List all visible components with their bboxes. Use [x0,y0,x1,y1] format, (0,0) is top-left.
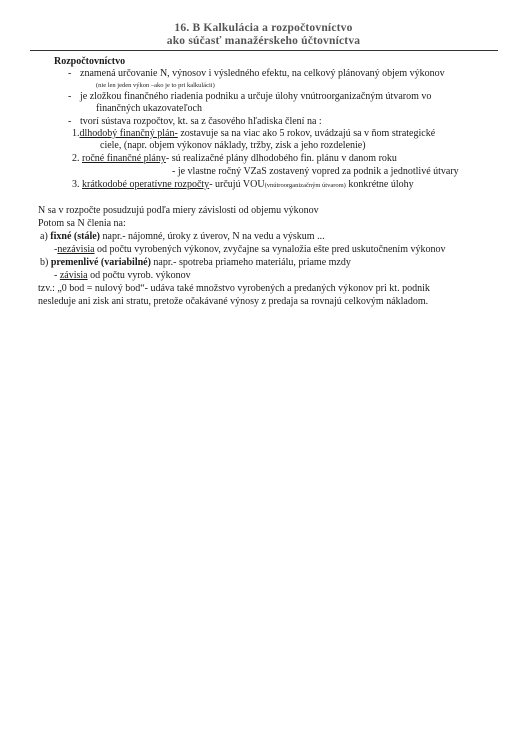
variable-desc-text: od počtu vyrob. výkonov [87,270,191,281]
title-divider [30,50,498,51]
item-1-number: 1. [72,128,80,139]
item-2-term: ročné finančné plány [82,153,166,164]
item-2-text: - sú realizačné plány dlhodobého fin. plánu v danom roku [165,153,397,164]
variable-term: premenlivé (variabilné) [50,257,151,268]
variable-label: b) [40,257,51,268]
document-title: 16. B Kalkulácia a rozpočtovníctvo [174,22,353,34]
fixed-costs [40,231,325,243]
bullet-3-dash: - [68,116,72,127]
item-3-end: konkrétne úlohy [345,179,414,190]
item-3-term: krátkodobé operatívne rozpočty [82,179,210,190]
bullet-2-dash: - [68,91,72,102]
section-heading: Rozpočtovníctvo [54,56,126,67]
item-3-text: - určujú VOU [209,179,265,190]
fixed-independent: nezávisia [57,244,95,255]
item-3-note: (vnútroorganizačným útvarom) [264,182,346,189]
fixed-dash: - [54,244,58,255]
item-1 [72,128,435,140]
item-1-term: dlhodobý finančný plán- [79,128,178,139]
item-1-text: zostavuje sa na viac ako 5 rokov, uvádzajú sa v ňom strategické [177,128,436,139]
bullet-1-text: znamená určovanie N, výnosov i výsledného efektu, na celkový plánovaný objem výkonov [80,68,445,79]
fixed-label: a) [40,231,51,242]
variable-text: napr.- spotreba priameho materiálu, priame mzdy [150,257,351,268]
fixed-desc [54,244,445,256]
variable-dash: - [54,270,60,281]
bullet-3-text: tvorí sústava rozpočtov, kt. sa z časového hľadiska člení na : [80,116,322,127]
para-split: Potom sa N členia na: [38,218,126,229]
fixed-term: fixné (stále) [50,231,100,242]
bullet-2-line-2: finančných ukazovateľoch [96,103,202,114]
bullet-1-note: (nie len jeden výkon –ako je to pri kalkulácii) [96,82,215,89]
zero-point-line-2: nesleduje ani zisk ani stratu, pretože očakávané výnosy z predaja sa rovnajú celkovým nákladom. [38,296,429,307]
variable-dependent: závisia [59,270,88,281]
fixed-desc-text: od počtu vyrobených výkonov, zvyčajne sa vynaložia ešte pred uskutočnením výkonov [94,244,446,255]
variable-costs [40,257,351,269]
item-1-line-2: ciele, (napr. objem výkonov náklady, tržby, zisk a jeho rozdelenie) [100,140,366,151]
item-3-number: 3. [72,179,80,190]
item-2 [72,153,397,165]
document-subtitle: ako súčasť manažérskeho účtovníctva [166,35,361,47]
item-3 [72,179,414,192]
fixed-text: napr.- nájomné, úroky z úverov, N na vedu a výskum ... [100,231,325,242]
bullet-1-dash: - [68,68,72,79]
item-2-number: 2. [72,153,80,164]
item-2-sub: - je vlastne ročný VZaS zostavený vopred za podnik a jednotlivé útvary [172,166,459,177]
para-costs: N sa v rozpočte posudzujú podľa miery závislosti od objemu výkonov [38,205,319,216]
bullet-2-line-1: je zložkou finančného riadenia podniku a určuje úlohy vnútroorganizačným útvarom vo [80,91,432,102]
variable-desc [54,270,191,282]
zero-point-line-1: tzv.: „0 bod = nulový bod“- udáva také množstvo vyrobených a predaných výkonov pri kt. podnik [38,283,430,294]
